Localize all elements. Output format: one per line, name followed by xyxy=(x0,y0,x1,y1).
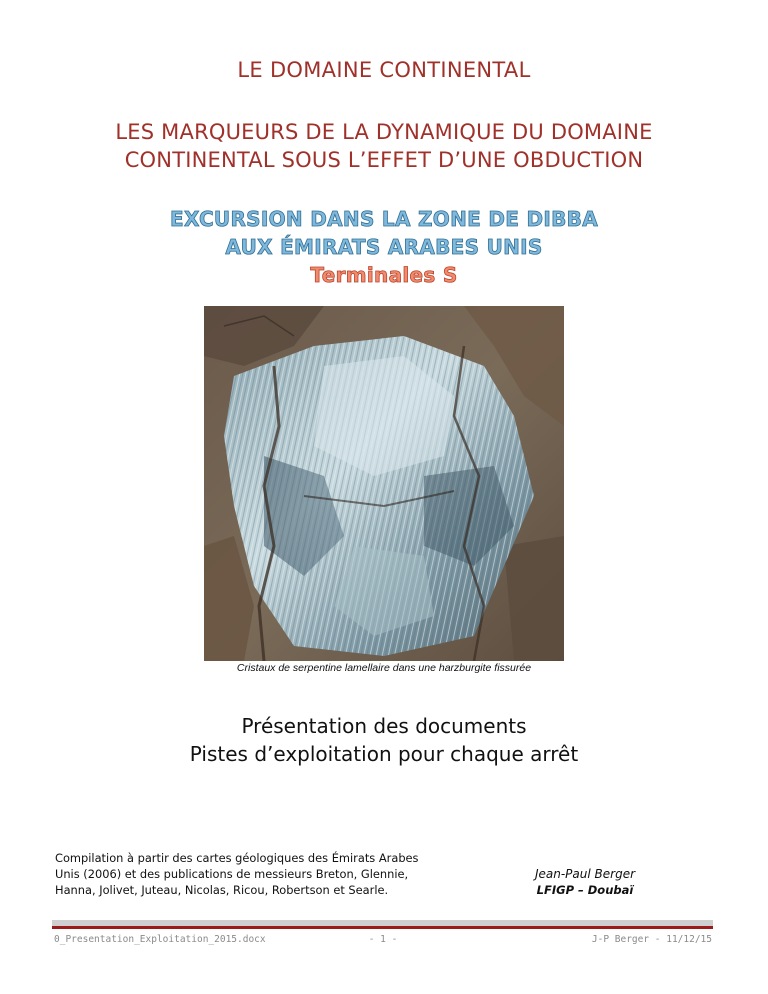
subtitle-line: LES MARQUEURS DE LA DYNAMIQUE DU DOMAINE xyxy=(115,120,653,144)
footer-filename: 0_Presentation_Exploitation_2015.docx xyxy=(54,934,266,945)
compilation-note xyxy=(55,850,495,898)
excursion-line: AUX ÉMIRATS ARABES UNIS xyxy=(225,235,543,259)
compilation-line: Compilation à partir des cartes géologiques des Émirats Arabes xyxy=(55,851,419,865)
compilation-line: Hanna, Jolivet, Juteau, Nicolas, Ricou, Robertson et Searle. xyxy=(55,883,389,897)
footer-page-number: - 1 - xyxy=(368,934,398,945)
subtitle-line: CONTINENTAL SOUS L’EFFET D’UNE OBDUCTION xyxy=(124,148,644,172)
presentation-heading xyxy=(0,712,768,768)
author-name: Jean-Paul Berger xyxy=(534,867,636,881)
photo-caption: Cristaux de serpentine lamellaire dans une harzburgite fissurée xyxy=(236,662,532,674)
document-title: LE DOMAINE CONTINENTAL xyxy=(237,58,531,82)
presentation-line: Pistes d’exploitation pour chaque arrêt xyxy=(189,742,579,766)
author-block xyxy=(500,866,670,898)
serpentine-photo xyxy=(204,306,564,661)
serpentine-rock-image xyxy=(204,306,564,661)
presentation-line: Présentation des documents xyxy=(241,714,527,738)
document-subtitle xyxy=(0,118,768,174)
excursion-line: EXCURSION DANS LA ZONE DE DIBBA xyxy=(169,207,598,231)
author-school: LFIGP – Doubaï xyxy=(536,883,634,897)
footer-author-date: J-P Berger - 11/12/15 xyxy=(591,934,712,945)
page-footer xyxy=(54,934,712,948)
excursion-heading xyxy=(0,205,768,289)
level-label: Terminales S xyxy=(310,263,458,287)
compilation-line: Unis (2006) et des publications de messieurs Breton, Glennie, xyxy=(55,867,409,881)
footer-rule-accent xyxy=(52,926,713,929)
